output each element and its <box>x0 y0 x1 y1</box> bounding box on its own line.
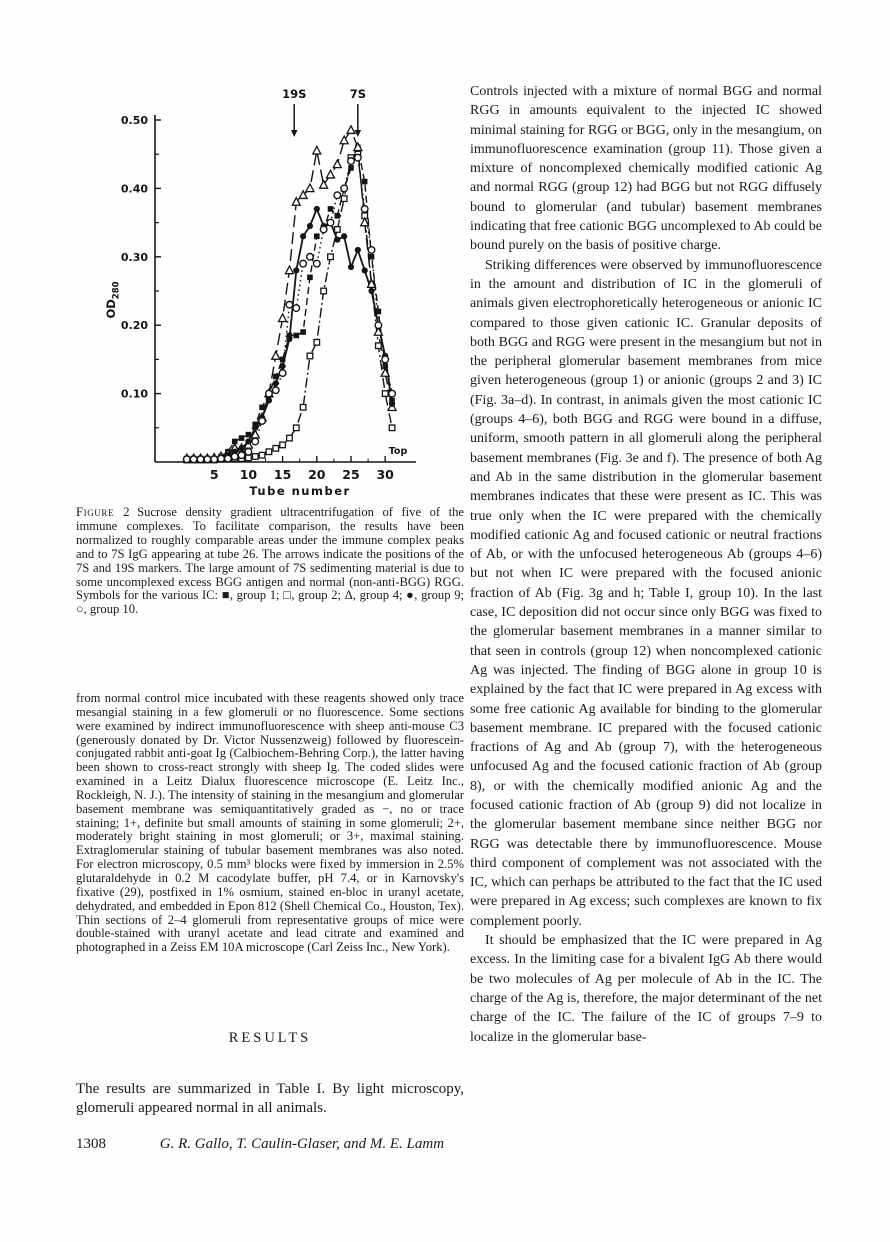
right-paragraph-3: It should be emphasized that the IC were prepared in Ag excess. In the limiting case for a bivalent IgG Ab there would be two molecules of Ag per molecule of Ab in the IC. The charge of the Ag is, therefore, the major determinant of the net charge of the IC. The failure of the IC of groups 7–9 to localize in the glomerular base- <box>470 933 822 1045</box>
svg-text:5: 5 <box>209 467 219 482</box>
svg-text:OD280: $OD_{280}$ <box>104 281 122 319</box>
svg-text:0.40: 0.40 <box>120 182 148 196</box>
svg-text:15: 15 <box>273 467 292 482</box>
figure-caption-label: Figure 2 <box>76 505 131 519</box>
figure-caption-text: Sucrose density gradient ultracentrifugation of five of the immune complexes. To facilitate comparison, the results have been normalized to roughly comparable areas under the immune complex peaks and to 7S IgG appearing at tube 26. The arrows indicate the positions of the 7S and 19S markers. The large amount of 7S sedimenting material is due to some uncomplexed excess BGG antigen and normal (non-anti-BGG) RGG. Symbols for the various IC: ■, group 1; □, group 2; Δ, group 4; ●, group 9; ○, group 10. <box>76 505 464 617</box>
svg-text:0.20: 0.20 <box>120 319 148 333</box>
figure-caption <box>76 506 464 617</box>
svg-text:0.50: 0.50 <box>120 114 148 127</box>
running-authors: G. R. Gallo, T. Caulin-Glaser, and M. E. Lamm <box>159 1136 445 1152</box>
svg-text:7S: 7S <box>349 87 366 101</box>
page-footer <box>76 1136 816 1153</box>
figure-2-chart <box>68 76 464 502</box>
right-column <box>470 82 822 1047</box>
sucrose-gradient-chart <box>68 76 464 502</box>
left-column-body: from normal control mice incubated with these reagents showed only trace mesangial staining in a few glomeruli or no fluorescence. Some sections were examined by indirect immunofluorescence with sheep anti-mouse C3 (generously donated by Dr. Victor Nussenzweig) followed by fluorescein-conjugated rabbit anti-goat Ig (Calbiochem-Behring Corp.), the latter having been shown to cross-react strongly with sheep Ig. The coded slides were examined in a Leitz Dialux fluorescence microscope (E. Leitz Inc., Rockleigh, N. J.). The intensity of staining in the mesangium and glomerular basement membrane was semiquantitatively graded as −, no or trace staining; 1+, definite but small amounts of staining in some glomeruli; 2+, moderately bright staining in most glomeruli; or 3+, maximal staining. Extraglomerular staining of tubular basement membranes was also noted. For electron microscopy, 0.5 mm³ blocks were fixed by immersion in 2.5% glutaraldehyde in 0.2 M cacodylate buffer, pH 7.4, or in Karnovsky's fixative (29), postfixed in 1% osmium, stained en-bloc in uranyl acetate, dehydrated, and embedded in Epon 812 (Shell Chemical Co., Houston, Tex). Thin sections of 2–4 glomeruli from representative groups of mice were double-stained with uranyl acetate and lead citrate and examined and photographed in a Zeiss EM 10A microscope (Carl Zeiss Inc., New York). <box>76 691 464 955</box>
svg-text:30: 30 <box>376 467 394 482</box>
right-paragraph-2: Striking differences were observed by immunofluorescence in the amount and distribution of IC in the glomeruli of animals given electrophoretically heterogeneous or anionic IC compared to those given cationic IC. Granular deposits of both BGG and RGG were present in the mesangium but not in the peripheral glomerular basement membranes from mice given heterogeneous (group 1) or anionic (groups 2 and 3) IC (Fig. 3a–d). In contrast, in animals given the most cationic IC (groups 4–6), both BGG and RGG were bound in a diffuse, uniform, smooth pattern in all glomeruli along the peripheral basement membranes (Fig. 3e and f). The presence of both Ag and Ab in the same distribution in the glomerular basement membranes indicates that these were present as IC. This was true only when the IC were prepared with the chemically modified cationic Ag and focused cationic or neutral fractions of Ab, or with the unfocused heterogeneous Ab (groups 4–6) but not when IC were prepared with the focused anionic fraction of Ab (Fig. 3g and h; Table I, group 10). In the last case, IC deposition did not occur since only BGG was fixed to the glomerular basement membranes in a manner similar to that seen in controls (group 12) when noncomplexed cationic Ag was injected. The finding of BGG alone in group 10 is explained by the fact that IC were prepared in Ag excess with some free cationic Ag available for binding to the glomerular basement membrane. IC prepared with the focused cationic fractions of Ag and Ab (group 7), with the heterogeneous unfocused Ag and the focused cationic fraction of Ab (group 8), or with the chemically modified anionic Ag and the focused cationic fraction of Ab (group 9) did not localize in the glomerular basement membane since neither BGG nor RGG was detectable there by immunofluorescence. Mouse third component of complement was not associated with the IC, which can perhaps be attributed to the fact that the IC used were prepared in Ag excess; such complexes are known to fix complement poorly. <box>470 257 822 929</box>
svg-text:Top: Top <box>388 446 408 457</box>
svg-text:20: 20 <box>308 467 326 482</box>
svg-text:19S: 19S <box>282 87 307 101</box>
results-heading: RESULTS <box>228 1030 312 1046</box>
svg-text:10: 10 <box>239 467 258 482</box>
page-number: 1308 <box>76 1136 106 1152</box>
svg-text:0.30: 0.30 <box>120 250 148 264</box>
svg-text:Tube number: Tube number <box>249 484 351 498</box>
right-paragraph-1: Controls injected with a mixture of normal BGG and normal RGG in amounts equivalent to the injected IC showed minimal staining for RGG or BGG, only in the mesangium, on immunofluorescence examination (group 11). Those given a mixture of noncomplexed chemically modified cationic Ag and normal RGG (group 12) had BGG but not RGG diffusely bound to glomerular (and tubular) basement membranes indicating that free cationic BGG uncomplexed to Ab could be bound purely on the basis of positive charge. <box>470 84 822 254</box>
svg-text:25: 25 <box>342 467 360 482</box>
svg-text:0.10: 0.10 <box>120 387 148 401</box>
results-paragraph: The results are summarized in Table I. By light microscopy, glomeruli appeared normal in all animals. <box>76 1081 464 1116</box>
